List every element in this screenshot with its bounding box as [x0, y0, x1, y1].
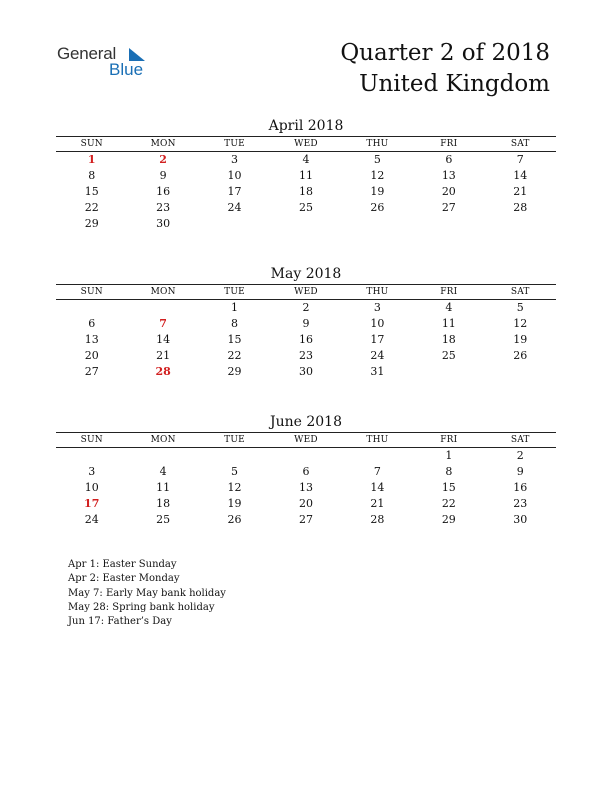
day-cell: 3: [231, 153, 239, 166]
day-cell: 7: [516, 153, 524, 166]
day-cell: [270, 216, 341, 232]
weekday-label: SUN: [80, 435, 103, 445]
day-cell: [413, 364, 484, 380]
weekday-header: [56, 432, 556, 448]
week-row: [56, 300, 556, 316]
day-cell: 22: [227, 349, 242, 362]
weekday-label: SUN: [80, 287, 103, 297]
month-title: June 2018: [269, 414, 342, 430]
day-cell: 28: [370, 513, 385, 526]
weekday-label: THU: [366, 287, 389, 297]
day-cell: 11: [298, 169, 313, 182]
weekday-label: FRI: [440, 287, 458, 297]
day-cell: 1: [231, 301, 239, 314]
day-cell: 19: [513, 333, 528, 346]
day-cell: 13: [441, 169, 456, 182]
day-cell: 15: [441, 481, 456, 494]
day-cell: 16: [513, 481, 528, 494]
weekday-label: WED: [294, 435, 318, 445]
day-cell: 28: [513, 201, 528, 214]
holiday-notes: [68, 558, 226, 629]
week-row: [56, 448, 556, 464]
page-title: [340, 38, 550, 100]
day-cell: 21: [513, 185, 528, 198]
day-cell: 3: [88, 465, 96, 478]
day-cell: 14: [370, 481, 385, 494]
day-cell: 25: [156, 513, 171, 526]
day-cell: [485, 364, 556, 380]
day-cell: 14: [156, 333, 171, 346]
weekday-label: WED: [294, 139, 318, 149]
holiday-day-cell: 7: [159, 317, 167, 330]
weekday-label: SAT: [510, 287, 530, 297]
holiday-note: May 28: Spring bank holiday: [68, 601, 215, 613]
day-cell: [485, 216, 556, 232]
weekday-label: SAT: [510, 139, 530, 149]
logo-blue-text: Blue: [109, 60, 144, 79]
day-cell: 9: [302, 317, 310, 330]
day-cell: 30: [298, 365, 313, 378]
day-cell: 6: [88, 317, 96, 330]
week-row: [56, 316, 556, 332]
day-cell: 11: [441, 317, 456, 330]
day-cell: 14: [513, 169, 528, 182]
day-cell: 13: [298, 481, 313, 494]
day-cell: 9: [159, 169, 167, 182]
holiday-note: Jun 17: Father’s Day: [68, 616, 172, 628]
day-cell: [270, 448, 341, 464]
weekday-label: TUE: [224, 139, 245, 149]
weekday-label: SAT: [510, 435, 530, 445]
day-cell: 11: [156, 481, 171, 494]
day-cell: 17: [227, 185, 242, 198]
title-quarter: Quarter 2 of 2018: [340, 40, 550, 66]
day-cell: 31: [370, 365, 385, 378]
day-cell: 30: [513, 513, 528, 526]
day-cell: 19: [370, 185, 385, 198]
day-cell: 3: [373, 301, 381, 314]
weekday-label: THU: [366, 435, 389, 445]
day-cell: 6: [445, 153, 453, 166]
week-row: [56, 184, 556, 200]
day-cell: 2: [302, 301, 310, 314]
day-cell: 12: [513, 317, 528, 330]
day-cell: 26: [370, 201, 385, 214]
day-cell: 10: [84, 481, 99, 494]
day-cell: 8: [231, 317, 239, 330]
day-cell: 29: [227, 365, 242, 378]
week-row: [56, 200, 556, 216]
weekday-label: TUE: [224, 287, 245, 297]
month-title: May 2018: [270, 266, 342, 282]
day-cell: [56, 448, 127, 464]
week-row: [56, 216, 556, 232]
day-cell: 5: [516, 301, 524, 314]
day-cell: 22: [84, 201, 99, 214]
day-cell: 16: [156, 185, 171, 198]
holiday-note: May 7: Early May bank holiday: [68, 587, 226, 599]
day-cell: 20: [441, 185, 456, 198]
week-row: [56, 480, 556, 496]
weekday-label: WED: [294, 287, 318, 297]
day-cell: 13: [84, 333, 99, 346]
day-cell: 29: [441, 513, 456, 526]
day-cell: 17: [370, 333, 385, 346]
holiday-day-cell: 1: [87, 153, 96, 166]
day-cell: 5: [373, 153, 381, 166]
day-cell: 1: [445, 449, 453, 462]
day-cell: 27: [298, 513, 313, 526]
day-cell: 8: [88, 169, 96, 182]
month-calendar-june: [56, 412, 556, 528]
week-row: [56, 512, 556, 528]
week-row: [56, 364, 556, 380]
weekday-label: MON: [150, 287, 176, 297]
day-cell: 25: [441, 349, 456, 362]
logo: [57, 44, 157, 84]
day-cell: 23: [156, 201, 171, 214]
day-cell: 18: [156, 497, 171, 510]
day-cell: 8: [445, 465, 453, 478]
month-calendar-may: [56, 264, 556, 380]
month-calendar-april: [56, 116, 556, 232]
title-country: United Kingdom: [359, 71, 550, 97]
day-cell: 10: [370, 317, 385, 330]
day-cell: 24: [370, 349, 385, 362]
weekday-label: MON: [150, 139, 176, 149]
day-cell: [127, 448, 198, 464]
logo-general-text: General: [57, 44, 117, 63]
holiday-day-cell: 2: [159, 153, 167, 166]
day-cell: 27: [441, 201, 456, 214]
day-cell: 25: [298, 201, 313, 214]
day-cell: 24: [227, 201, 242, 214]
day-cell: 16: [298, 333, 313, 346]
day-cell: 15: [84, 185, 99, 198]
day-cell: 30: [156, 217, 171, 230]
day-cell: [413, 216, 484, 232]
week-row: [56, 152, 556, 168]
day-cell: 18: [298, 185, 313, 198]
weekday-header: [56, 284, 556, 300]
day-cell: 23: [513, 497, 528, 510]
week-row: [56, 332, 556, 348]
weekday-label: MON: [150, 435, 176, 445]
day-cell: 21: [370, 497, 385, 510]
day-cell: [199, 216, 270, 232]
holiday-day-cell: 17: [84, 497, 100, 510]
day-cell: 12: [227, 481, 242, 494]
day-cell: [56, 300, 127, 316]
weekday-label: SUN: [80, 139, 103, 149]
day-cell: 21: [156, 349, 171, 362]
day-cell: 4: [445, 301, 453, 314]
day-cell: 15: [227, 333, 242, 346]
day-cell: 26: [227, 513, 242, 526]
month-title: April 2018: [268, 118, 344, 134]
weekday-header: [56, 136, 556, 152]
week-row: [56, 464, 556, 480]
day-cell: 10: [227, 169, 242, 182]
week-row: [56, 168, 556, 184]
weekday-label: FRI: [440, 139, 458, 149]
holiday-note: Apr 2: Easter Monday: [68, 573, 180, 585]
weekday-label: TUE: [224, 435, 245, 445]
day-cell: 29: [84, 217, 99, 230]
day-cell: 18: [441, 333, 456, 346]
day-cell: [342, 216, 413, 232]
week-row: [56, 348, 556, 364]
holiday-note: Apr 1: Easter Sunday: [68, 559, 177, 570]
day-cell: 20: [298, 497, 313, 510]
day-cell: 2: [516, 449, 524, 462]
day-cell: 27: [84, 365, 99, 378]
day-cell: [127, 300, 198, 316]
day-cell: 4: [159, 465, 167, 478]
day-cell: 6: [302, 465, 310, 478]
day-cell: 9: [516, 465, 524, 478]
day-cell: 19: [227, 497, 242, 510]
day-cell: 26: [513, 349, 528, 362]
week-row: [56, 496, 556, 512]
day-cell: 24: [84, 513, 99, 526]
day-cell: 20: [84, 349, 99, 362]
day-cell: 23: [298, 349, 313, 362]
day-cell: 22: [441, 497, 456, 510]
day-cell: 4: [302, 153, 310, 166]
weekday-label: THU: [366, 139, 389, 149]
day-cell: 12: [370, 169, 385, 182]
day-cell: [199, 448, 270, 464]
holiday-day-cell: 28: [155, 365, 171, 378]
day-cell: [342, 448, 413, 464]
day-cell: 7: [373, 465, 381, 478]
weekday-label: FRI: [440, 435, 458, 445]
day-cell: 5: [231, 465, 239, 478]
